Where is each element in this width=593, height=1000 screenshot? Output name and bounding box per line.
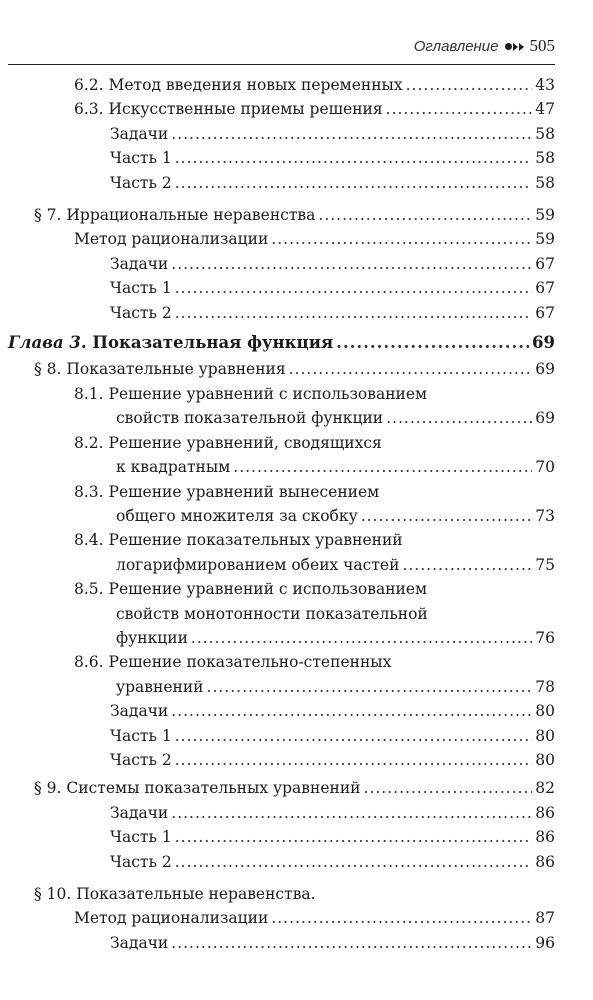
toc-entry-title: Иррациональные неравенства xyxy=(66,206,316,225)
toc-entry[interactable] xyxy=(0,906,593,930)
toc-entry-number: Глава 3. xyxy=(8,333,87,353)
toc-entry[interactable] xyxy=(0,528,593,577)
dot-leader xyxy=(361,504,533,528)
toc-entry[interactable] xyxy=(0,748,593,772)
toc-entry-page: 86 xyxy=(535,803,555,822)
toc-entry[interactable] xyxy=(0,699,593,723)
toc-entry-title: Показательная функция xyxy=(92,333,334,353)
dot-leader xyxy=(175,276,533,300)
dot-leader xyxy=(289,357,533,381)
toc-entry-title-continuation: свойств показательной функции xyxy=(116,409,384,428)
toc-entry[interactable] xyxy=(0,480,593,529)
toc-entry-title: Системы показательных уравнений xyxy=(66,779,361,798)
toc-entry-page: 82 xyxy=(535,779,555,798)
dot-leader xyxy=(171,931,532,955)
toc-entry-number: 8.2. xyxy=(74,433,104,452)
toc-entry-number: 8.1. xyxy=(74,384,104,403)
toc-entry-title: Часть 1 xyxy=(110,726,172,745)
toc-entry-page: 76 xyxy=(535,628,555,647)
toc-entry[interactable] xyxy=(0,776,593,800)
toc-entry-number: 8.3. xyxy=(74,482,104,501)
toc-entry-title: Часть 2 xyxy=(110,852,172,871)
toc-entry-page: 69 xyxy=(535,409,555,428)
dot-leader xyxy=(171,801,532,825)
toc-entry-title: Задачи xyxy=(110,933,169,952)
toc-entry-title: Часть 2 xyxy=(110,173,172,192)
dot-leader xyxy=(386,406,532,430)
toc-entry[interactable] xyxy=(0,301,593,325)
dot-leader xyxy=(175,146,533,170)
toc-entry-page: 75 xyxy=(535,555,555,574)
toc-entry-page: 86 xyxy=(535,852,555,871)
toc-entry-page: 69 xyxy=(532,333,555,353)
toc-entry-page: 47 xyxy=(535,100,555,119)
toc-entry-title-continuation: функции xyxy=(116,628,188,647)
toc-entry[interactable] xyxy=(0,825,593,849)
toc-entry-title: Решение уравнений с использованием xyxy=(108,384,428,403)
dot-leader xyxy=(402,553,532,577)
toc-entry-title: Показательные уравнения xyxy=(66,360,286,379)
toc-entry-title: Часть 1 xyxy=(110,149,172,168)
toc-entry-title: Часть 2 xyxy=(110,750,172,769)
toc-entry-page: 58 xyxy=(535,149,555,168)
toc-entry-title-continuation: к квадратным xyxy=(116,458,231,477)
dot-leader xyxy=(336,331,529,355)
toc-entry-number: § 7. xyxy=(34,206,62,225)
toc-entry-title: Часть 2 xyxy=(110,303,172,322)
toc-entry-title: Часть 1 xyxy=(110,279,172,298)
page-number: 505 xyxy=(529,36,555,55)
toc-entry-title: Метод рационализации xyxy=(74,909,269,928)
toc-entry-page: 59 xyxy=(535,206,555,225)
dot-leader xyxy=(171,699,532,723)
toc-entry-title-continuation: уравнений xyxy=(116,677,204,696)
toc-entry-title: Метод рационализации xyxy=(74,230,269,249)
toc-entry-number: § 8. xyxy=(34,360,62,379)
toc-entry-number: 8.5. xyxy=(74,580,104,599)
toc-entry-page: 58 xyxy=(535,173,555,192)
toc-entry-title: Часть 1 xyxy=(110,828,172,847)
toc-entry-page: 80 xyxy=(535,726,555,745)
toc-entry[interactable] xyxy=(0,882,593,906)
toc-entry-page: 67 xyxy=(535,279,555,298)
toc-entry-number: § 9. xyxy=(34,779,62,798)
toc-entry[interactable] xyxy=(0,73,593,97)
dot-leader xyxy=(171,252,532,276)
dot-leader xyxy=(191,626,532,650)
toc-entry-title: Метод введения новых переменных xyxy=(108,76,403,94)
toc-entry-page: 80 xyxy=(535,702,555,721)
toc-entry-page: 59 xyxy=(535,230,555,249)
dot-leader xyxy=(171,122,532,146)
toc-entry[interactable] xyxy=(0,146,593,170)
dot-leader xyxy=(175,825,533,849)
toc-entry[interactable] xyxy=(0,850,593,874)
header-rule xyxy=(8,64,555,65)
table-of-contents xyxy=(0,73,593,955)
running-head xyxy=(414,36,555,56)
toc-entry-page: 67 xyxy=(535,303,555,322)
toc-entry-number: 6.3. xyxy=(74,100,104,119)
toc-entry-title: Показательные неравенства. xyxy=(76,885,316,903)
toc-entry-page: 96 xyxy=(535,933,555,952)
toc-entry-page: 78 xyxy=(535,677,555,696)
dot-leader xyxy=(175,301,533,325)
toc-entry[interactable] xyxy=(0,171,593,195)
toc-entry-title-continuation: общего множителя за скобку xyxy=(116,506,358,525)
toc-entry[interactable] xyxy=(0,252,593,276)
toc-entry-page: 69 xyxy=(535,360,555,379)
toc-entry-title: Искусственные приемы решения xyxy=(108,100,383,119)
toc-entry-page: 80 xyxy=(535,750,555,769)
dot-leader xyxy=(271,227,532,251)
toc-entry-title: Задачи xyxy=(110,803,169,822)
toc-entry-title-continuation: логарифмированием обеих частей xyxy=(116,555,400,574)
toc-entry-page: 87 xyxy=(535,909,555,928)
toc-entry[interactable] xyxy=(0,801,593,825)
toc-entry[interactable] xyxy=(0,431,593,480)
dot-leader xyxy=(175,850,533,874)
toc-entry[interactable] xyxy=(0,357,593,381)
dot-leader xyxy=(364,776,533,800)
toc-entry-page: 73 xyxy=(535,506,555,525)
dot-leader xyxy=(175,748,533,772)
toc-entry-title: Решение уравнений, сводящихся xyxy=(108,433,382,452)
toc-entry-title: Задачи xyxy=(110,254,169,273)
running-title: Оглавление xyxy=(413,38,499,55)
toc-entry-page: 58 xyxy=(535,124,555,143)
toc-entry-number: 6.2. xyxy=(74,76,104,94)
toc-entry-page: 43 xyxy=(535,76,555,94)
toc-entry[interactable] xyxy=(0,227,593,251)
dot-leader xyxy=(318,203,532,227)
toc-entry[interactable] xyxy=(0,577,593,650)
toc-entry-number: 8.4. xyxy=(74,531,104,550)
toc-entry[interactable] xyxy=(0,931,593,955)
ornament-icon xyxy=(505,43,524,51)
dot-leader xyxy=(386,97,533,121)
toc-entry-number: 8.6. xyxy=(74,653,104,672)
dot-leader xyxy=(175,171,533,195)
toc-entry-title: Решение уравнений с использованием xyxy=(108,580,428,599)
toc-entry[interactable] xyxy=(0,650,593,699)
toc-entry-title: Задачи xyxy=(110,702,169,721)
dot-leader xyxy=(207,675,533,699)
toc-entry-title: Задачи xyxy=(110,124,169,143)
toc-entry-title: Решение показательно-степенных xyxy=(108,653,392,672)
toc-entry-page: 70 xyxy=(535,458,555,477)
toc-entry[interactable] xyxy=(0,382,593,431)
toc-entry[interactable] xyxy=(0,122,593,146)
toc-entry-title: Решение уравнений вынесением xyxy=(108,482,380,501)
toc-entry-page: 67 xyxy=(535,254,555,273)
toc-entry[interactable] xyxy=(0,97,593,121)
toc-chapter-entry[interactable] xyxy=(0,331,593,355)
toc-entry[interactable] xyxy=(0,203,593,227)
dot-leader xyxy=(406,73,533,97)
dot-leader xyxy=(271,906,532,930)
toc-entry-title-continuation: свойств монотонности показательной xyxy=(116,604,428,623)
toc-entry-page: 86 xyxy=(535,828,555,847)
toc-entry[interactable] xyxy=(0,276,593,300)
dot-leader xyxy=(233,455,532,479)
toc-entry[interactable] xyxy=(0,724,593,748)
toc-entry-number: § 10. xyxy=(34,885,72,903)
dot-leader xyxy=(175,724,533,748)
toc-entry-title: Решение показательных уравнений xyxy=(108,531,403,550)
